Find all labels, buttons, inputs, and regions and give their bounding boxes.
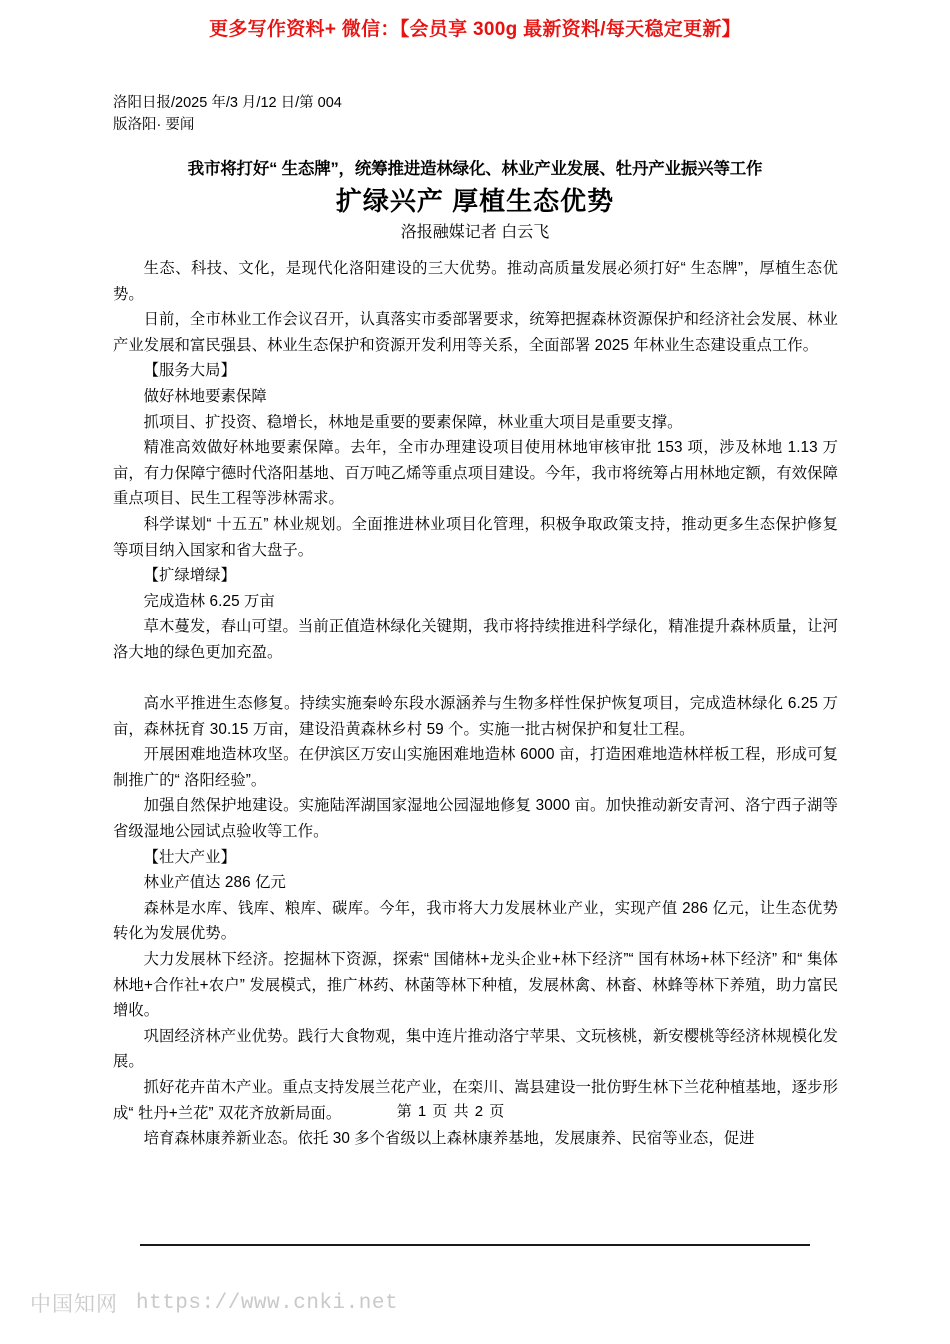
paragraph-spacer bbox=[113, 666, 838, 692]
paragraph: 科学谋划“ 十五五” 林业规划。全面推进林业项目化管理，积极争取政策支持，推动更多生态保护修复等项目纳入国家和省大盘子。 bbox=[113, 515, 838, 559]
cnki-url: https://www.cnki.net bbox=[136, 1291, 399, 1315]
section-tag: 【服务大局】 bbox=[143, 362, 236, 380]
paragraph: 抓项目、扩投资、稳增长，林地是重要的要素保障，林业重大项目是重要支撑。 bbox=[143, 413, 683, 431]
paragraph: 高水平推进生态修复。持续实施秦岭东段水源涵养与生物多样性保护恢复项目，完成造林绿化 6.25 万亩，森林抚育 30.15 万亩，建设沿黄森林乡村 59 个。实施一批古树保护和复壮工程。 bbox=[113, 695, 838, 738]
paragraph: 加强自然保护地建设。实施陆浑湖国家湿地公园湿地修复 3000 亩。加快推动新安青河、洛宁西子湖等省级湿地公园试点验收等工作。 bbox=[113, 797, 838, 841]
paragraph: 抓好花卉苗木产业。重点支持发展兰花产业，在栾川、嵩县建设一批仿野生林下兰花种植基地，逐步形成“ 牡丹+兰花” 双花齐放新局面。 bbox=[113, 1079, 838, 1122]
section-lead: 林业产值达 286 亿元 bbox=[143, 874, 286, 892]
paragraph: 森林是水库、钱库、粮库、碳库。今年，我市将大力发展林业产业，实现产值 286 亿元，让生态优势转化为发展优势。 bbox=[113, 899, 838, 943]
publication-meta bbox=[113, 92, 813, 136]
page-footer bbox=[0, 1100, 950, 1121]
paragraph: 日前，全市林业工作会议召开，认真落实市委部署要求，统筹把握森林资源保护和经济社会发展、林业产业发展和富民强县、林业生态保护和资源开发利用等关系，全面部署 2025 年林业生态建设重点工作。 bbox=[113, 311, 838, 354]
paragraph: 草木蔓发，春山可望。当前正值造林绿化关键期，我市将持续推进科学绿化，精准提升森林质量，让河洛大地的绿色更加充盈。 bbox=[113, 618, 838, 661]
section-lead: 做好林地要素保障 bbox=[143, 387, 267, 405]
footer-divider bbox=[140, 1244, 810, 1246]
paragraph: 大力发展林下经济。挖掘林下资源，探索“ 国储林+龙头企业+林下经济”“ 国有林场+林下经济” 和“ 集体林地+合作社+农户” 发展模式，推广林药、林菌等林下种植，发展林禽、林畜、林蜂等林下养殖，助力富民增收。 bbox=[113, 951, 838, 1020]
cnki-logo: 中国知网 bbox=[30, 1292, 118, 1316]
paragraph: 培育森林康养新业态。依托 30 多个省级以上森林康养基地，发展康养、民宿等业态，促进 bbox=[143, 1130, 755, 1148]
publication-line-2: 版洛阳· 要闻 bbox=[113, 117, 195, 133]
page-number: 第 1 页 共 2 页 bbox=[396, 1103, 506, 1120]
paragraph: 精准高效做好林地要素保障。去年，全市办理建设项目使用林地审核审批 153 项，涉及林地 1.13 万亩，有力保障宁德时代洛阳基地、百万吨乙烯等重点项目建设。今年，我市将统筹占用林地定额，有效保障重点项目、民生工程等涉林需求。 bbox=[113, 439, 838, 508]
publication-line-1: 洛阳日报/2025 年/3 月/12 日/第 004 bbox=[113, 95, 342, 111]
section-tag: 【扩绿增绿】 bbox=[143, 567, 236, 585]
paragraph: 巩固经济林产业优势。践行大食物观，集中连片推动洛宁苹果、文玩核桃，新安樱桃等经济林规模化发展。 bbox=[113, 1027, 838, 1071]
sub-headline: 我市将打好“ 生态牌”，统筹推进造林绿化、林业产业发展、牡丹产业振兴等工作 bbox=[187, 160, 763, 178]
byline: 洛报融媒记者 白云飞 bbox=[400, 224, 550, 241]
paragraph: 生态、科技、文化，是现代化洛阳建设的三大优势。推动高质量发展必须打好“ 生态牌”，厚植生态优势。 bbox=[113, 260, 838, 303]
section-lead: 完成造林 6.25 万亩 bbox=[143, 592, 275, 610]
article-body bbox=[113, 256, 838, 1152]
page-title: 扩绿兴产 厚植生态优势 bbox=[335, 186, 615, 216]
promo-banner: 更多写作资料+ 微信：【会员享 300g 最新资料/每天稳定更新】 bbox=[209, 19, 741, 40]
section-tag: 【壮大产业】 bbox=[143, 848, 236, 866]
headline-block bbox=[75, 157, 875, 246]
paragraph: 开展困难地造林攻坚。在伊滨区万安山实施困难地造林 6000 亩，打造困难地造林样板工程，形成可复制推广的“ 洛阳经验”。 bbox=[113, 746, 838, 789]
cnki-watermark bbox=[30, 1288, 398, 1318]
